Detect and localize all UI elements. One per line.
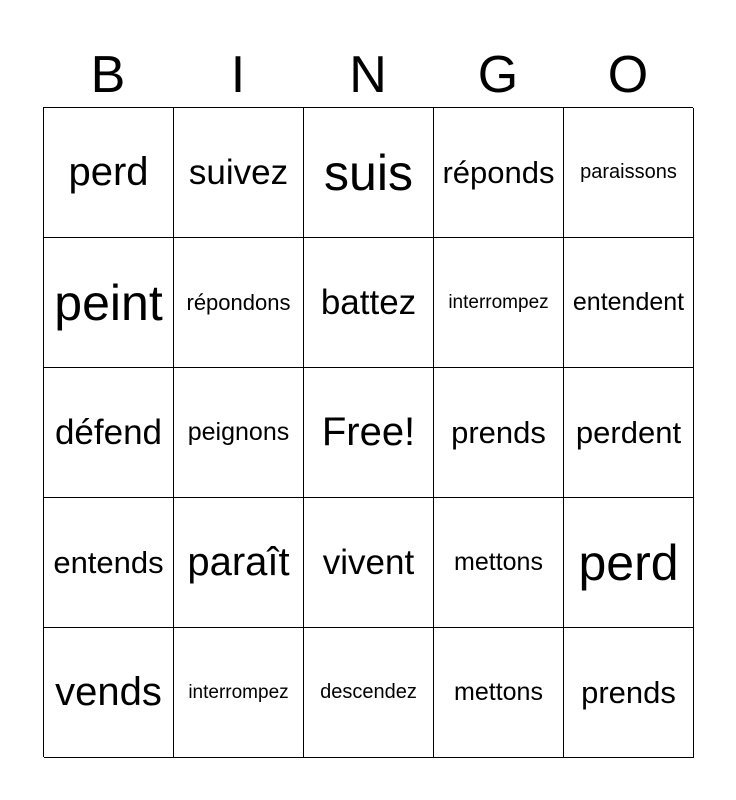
bingo-cell[interactable]: réponds [434, 108, 564, 238]
bingo-cell[interactable]: interrompez [174, 628, 304, 758]
bingo-cell[interactable]: mettons [434, 498, 564, 628]
bingo-cell[interactable]: perd [564, 498, 694, 628]
bingo-cell[interactable]: peint [44, 238, 174, 368]
header-letter-i: I [230, 46, 246, 104]
bingo-cell[interactable]: interrompez [434, 238, 564, 368]
bingo-cell[interactable]: vends [44, 628, 174, 758]
bingo-cell[interactable]: entendent [564, 238, 694, 368]
bingo-cell[interactable]: perdent [564, 368, 694, 498]
bingo-cell[interactable]: prends [434, 368, 564, 498]
bingo-cell[interactable]: suis [304, 108, 434, 238]
bingo-cell[interactable]: vivent [304, 498, 434, 628]
bingo-cell[interactable]: prends [564, 628, 694, 758]
header-letter-n: N [349, 46, 387, 104]
bingo-cell[interactable]: perd [44, 108, 174, 238]
bingo-cell[interactable]: répondons [174, 238, 304, 368]
bingo-cell[interactable]: défend [44, 368, 174, 498]
bingo-cell[interactable]: battez [304, 238, 434, 368]
bingo-cell[interactable]: suivez [174, 108, 304, 238]
bingo-cell[interactable]: mettons [434, 628, 564, 758]
free-space-cell[interactable]: Free! [304, 368, 434, 498]
bingo-cell[interactable]: paraissons [564, 108, 694, 238]
bingo-cell[interactable]: peignons [174, 368, 304, 498]
bingo-board [43, 107, 693, 757]
header-letter-b: B [90, 46, 126, 104]
header-letter-g: G [477, 46, 519, 104]
bingo-header [43, 44, 693, 106]
bingo-cell[interactable]: paraît [174, 498, 304, 628]
header-letter-o: O [607, 46, 649, 104]
bingo-cell[interactable]: descendez [304, 628, 434, 758]
bingo-cell[interactable]: entends [44, 498, 174, 628]
